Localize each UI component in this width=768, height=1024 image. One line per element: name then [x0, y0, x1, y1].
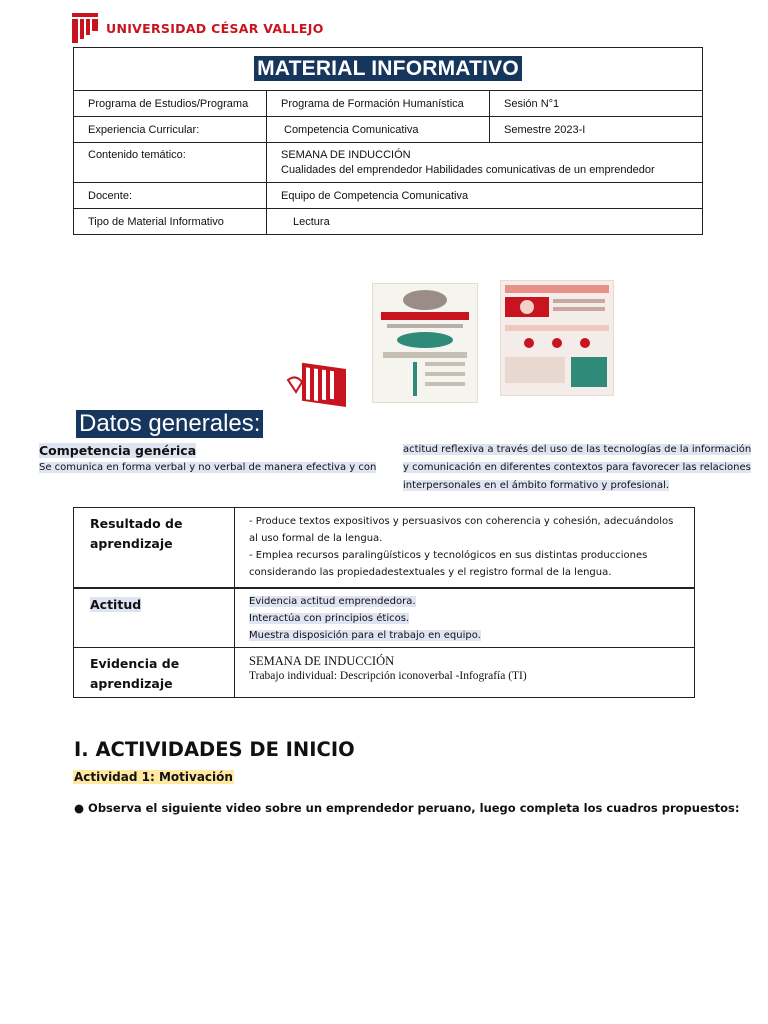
- table-row: [74, 588, 695, 648]
- semester-value: Semestre 2023-I: [490, 117, 703, 143]
- evidencia-week: SEMANA DE INDUCCIÓN: [249, 654, 395, 668]
- actividad-instruction: ● Observa el siguiente video sobre un emprendedor peruano, luego completa los cuadros propuestos:: [74, 801, 740, 815]
- book-logo-image: [282, 352, 354, 408]
- teacher-label: Docente:: [74, 183, 267, 209]
- resultado-item-2: - Emplea recursos paralingüísticos y tecnológicos en sus distintas producciones considerando las propiedadestextuales y el registro formal de la lengua.: [249, 550, 648, 578]
- university-shield-icon: [70, 11, 100, 45]
- resultado-item-1: - Produce textos expositivos y persuasivos con coherencia y cohesión, adecuándolos al uso formal de la lengua.: [249, 516, 674, 544]
- competencia-text-continued: actitud reflexiva a través del uso de las tecnologías de la información y comunicación en diferentes contextos para favorecer las relaciones interpersonales en el ámbito formativo y profesional.: [403, 444, 752, 491]
- content-week: SEMANA DE INDUCCIÓN: [281, 148, 411, 161]
- competencia-text-start: Se comunica en forma verbal y no verbal de manera efectiva y con: [39, 462, 377, 473]
- actitud-item-3: Muestra disposición para el trabajo en equipo.: [249, 629, 481, 641]
- infographic-thumbnail-1: [372, 283, 478, 403]
- title-cell: [74, 48, 703, 91]
- course-info-table: [73, 47, 703, 235]
- material-type-value: Lectura: [267, 209, 703, 235]
- actitud-label: Actitud: [74, 588, 235, 648]
- content-topic: Cualidades del emprendedor Habilidades comunicativas de un emprendedor: [281, 163, 655, 176]
- table-row: [74, 183, 703, 209]
- table-row: [74, 508, 695, 588]
- actitud-item-2: Interactúa con principios éticos.: [249, 612, 410, 624]
- material-type-label: Tipo de Material Informativo: [74, 209, 267, 235]
- program-label: Programa de Estudios/Programa: [74, 91, 267, 117]
- content-value: [267, 143, 703, 183]
- actividades-heading: I. ACTIVIDADES DE INICIO: [74, 738, 355, 761]
- program-value: Programa de Formación Humanística: [267, 91, 490, 117]
- curricular-label: Experiencia Curricular:: [74, 117, 267, 143]
- evidencia-label: Evidencia de aprendizaje: [74, 648, 235, 698]
- infographic-thumbnail-2: [500, 280, 614, 396]
- learning-outcomes-table: [73, 507, 695, 698]
- actitud-item-1: Evidencia actitud emprendedora.: [249, 595, 416, 607]
- evidencia-task: Trabajo individual: Descripción iconoverbal -Infografía (TI): [249, 670, 527, 682]
- table-row: [74, 209, 703, 235]
- university-name: UNIVERSIDAD CÉSAR VALLEJO: [106, 20, 324, 36]
- document-title: MATERIAL INFORMATIVO: [254, 56, 522, 81]
- table-row: [74, 117, 703, 143]
- actitud-value: [235, 588, 695, 648]
- content-label: Contenido temático:: [74, 143, 267, 183]
- table-row: [74, 648, 695, 698]
- actividad-1-label: Actividad 1: Motivación: [74, 770, 233, 784]
- table-row: [74, 91, 703, 117]
- datos-generales-heading: Datos generales:: [76, 410, 263, 438]
- evidencia-value: [235, 648, 695, 698]
- session-value: Sesión N°1: [490, 91, 703, 117]
- university-logo: [70, 10, 324, 46]
- table-row: [74, 143, 703, 183]
- competencia-heading: Competencia genérica: [39, 443, 197, 458]
- curricular-value: Competencia Comunicativa: [267, 117, 490, 143]
- teacher-value: Equipo de Competencia Comunicativa: [267, 183, 703, 209]
- resultado-value: [235, 508, 695, 588]
- resultado-label: Resultado de aprendizaje: [74, 508, 235, 588]
